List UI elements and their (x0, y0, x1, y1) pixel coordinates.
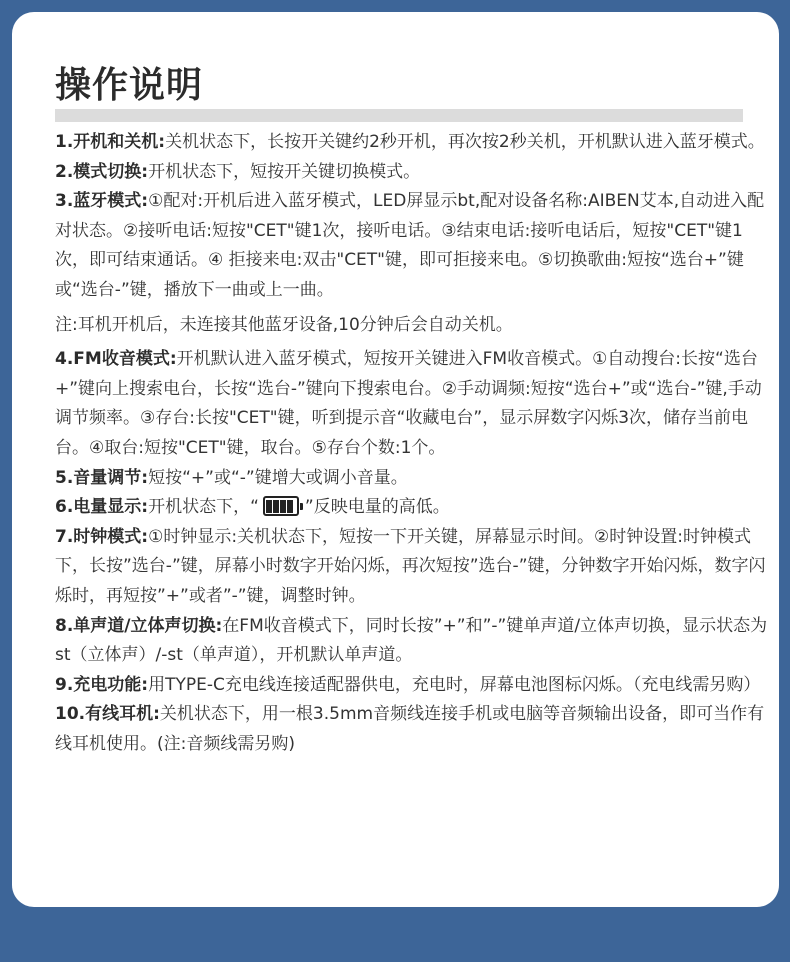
section-heading: 8.单声道/立体声切换: (55, 615, 223, 636)
instructions-card (12, 12, 779, 907)
section-text: 开机状态下，短按开关键切换模式。 (148, 161, 421, 182)
section-text: 开机状态下，“ (148, 497, 259, 518)
section-heading: 3.蓝牙模式: (55, 191, 149, 212)
section-charging (55, 671, 771, 701)
note-auto-off: 注:耳机开机后，未连接其他蓝牙设备,10分钟后会自动关机。 (55, 314, 513, 335)
section-heading: 5.音量调节: (55, 467, 149, 488)
section-text: 关机状态下，长按开关键约2秒开机，再次按2秒关机，开机默认进入蓝牙模式。 (165, 132, 765, 152)
instructions-body (55, 128, 771, 759)
section-power (55, 128, 771, 158)
section-heading: 4.FM收音模式: (55, 349, 177, 370)
section-bluetooth (55, 187, 771, 305)
section-mono-stereo (55, 612, 771, 671)
section-text: 在FM收音模式下，同时长按”+”和”-”键单声道/立体声切换，显示状态为st（立体声）/-st（单声道），开机默认单声道。 (55, 615, 768, 666)
section-text: ①时钟显示:关机状态下，短按一下开关键，屏幕显示时间。②时钟设置:时钟模式下，长按”选台-”键，屏幕小时数字开始闪烁，再次短按”选台-”键，分钟数字开始闪烁，数字闪烁时，再短按”+”或者”-”键，调整时钟。 (55, 526, 766, 606)
section-text: 短按“+”或“-”键增大或调小音量。 (148, 467, 408, 488)
section-text: ”反映电量的高低。 (304, 497, 450, 518)
section-text: 用TYPE-C充电线连接适配器供电，充电时，屏幕电池图标闪烁。（充电线需另购） (148, 674, 761, 695)
section-text: ①配对:开机后进入蓝牙模式，LED屏显示bt,配对设备名称:AIBEN艾本,自动进入配对状态。②接听电话:短按"CET"键1次，接听电话。③结束电话:接听电话后，短按"CET"键1次，即可结束通话。④ 拒接来电:双击"CET"键，即可拒接来电。⑤切换歌曲:短按“选台+”键或“选台-”键，播放下一曲或上一曲。 (55, 191, 765, 300)
section-battery (55, 493, 771, 523)
section-heading: 1.开机和关机: (55, 132, 166, 152)
section-heading: 10.有线耳机: (55, 704, 160, 725)
section-wired-headphone (55, 700, 771, 759)
section-heading: 9.充电功能: (55, 674, 149, 695)
section-text: 开机默认进入蓝牙模式，短按开关键进入FM收音模式。①自动搜台:长按“选台+”键向上搜索电台，长按“选台-”键向下搜索电台。②手动调频:短按“选台+”或“选台-”键,手动调节频率。③存台:长按"CET"键，听到提示音“收藏电台”，显示屏数字闪烁3次，储存当前电台。④取台:短按"CET"键，取台。⑤存台个数:1个。 (55, 349, 762, 458)
section-text: 关机状态下，用一根3.5mm音频线连接手机或电脑等音频输出设备，即可当作有线耳机使用。(注:音频线需另购) (55, 704, 765, 754)
page-title: 操作说明 (55, 65, 204, 106)
section-clock (55, 523, 771, 612)
section-fm-radio (55, 345, 771, 463)
section-heading: 2.模式切换: (55, 161, 149, 182)
section-volume (55, 464, 771, 494)
section-heading: 6.电量显示: (55, 497, 149, 518)
title-underline (55, 109, 743, 122)
section-mode-switch (55, 158, 771, 188)
battery-full-icon (263, 496, 299, 516)
section-heading: 7.时钟模式: (55, 526, 149, 547)
